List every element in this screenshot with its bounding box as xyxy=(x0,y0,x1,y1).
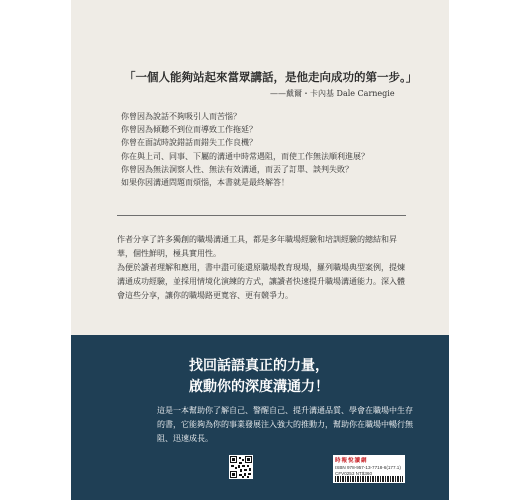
question-item: 你曾因為無法洞察人性、無法有效溝通，而丟了訂單、談判失敗？ xyxy=(121,164,353,174)
intro-paragraph: 作者分享了許多獨創的職場溝通工具，都是多年職場經驗和培訓經驗的總結和昇華，個性鮮明，極具實用性。 xyxy=(117,235,397,258)
intro-text xyxy=(117,233,407,303)
price-code: CFV0253 NT$360 xyxy=(335,470,373,476)
barcode-label xyxy=(333,455,405,483)
intro-paragraph: 為便於讀者理解和應用，書中盡可能還原職場教育現場，羅列職場典型案例，提煉溝通成功經驗，並採用情境化演練的方式，讓讀者快速提升職場溝通能力。深入體會這些分享，讓你的職場路更寬容、更有競爭力。 xyxy=(117,263,405,300)
publisher-logo: 時報悅讀網 xyxy=(335,458,368,464)
book-description: 這是一本幫助你了解自己、警醒自己、提升溝通品質、學會在職場中生存的書，它能夠為你的事業發展注入強大的推動力，幫助你在職場中暢行無阻、迅速成長。 xyxy=(157,406,413,443)
isbn-text xyxy=(335,465,401,476)
question-list xyxy=(121,110,421,189)
qr-code-icon xyxy=(229,455,253,479)
carnegie-quote: 「一個人能夠站起來當眾講話，是他走向成功的第一步。」 xyxy=(124,70,418,84)
isbn-number: ISBN 978-957-13-7718-6(177.1) xyxy=(335,465,401,470)
headline-line: 啟動你的深度溝通力！ xyxy=(189,379,329,395)
question-item: 你在與上司、同事、下屬的溝通中時常遇阻，而使工作無法順利進展？ xyxy=(121,151,369,161)
question-item: 如果你因溝通問題而煩惱，本書就是最終解答！ xyxy=(121,178,289,188)
section-divider xyxy=(117,215,406,216)
quote-attribution: ——戴爾・卡內基 Dale Carnegie xyxy=(270,89,395,98)
headline xyxy=(189,356,329,398)
question-item: 你曾在面試時說錯話而錯失工作良機？ xyxy=(121,138,257,148)
headline-line: 找回話語真正的力量， xyxy=(189,358,329,374)
barcode-icon xyxy=(335,476,403,482)
question-item: 你曾因為傾聽不到位而導致工作拖延？ xyxy=(121,125,257,135)
question-item: 你曾因為說話不夠吸引人而苦惱？ xyxy=(121,112,241,121)
